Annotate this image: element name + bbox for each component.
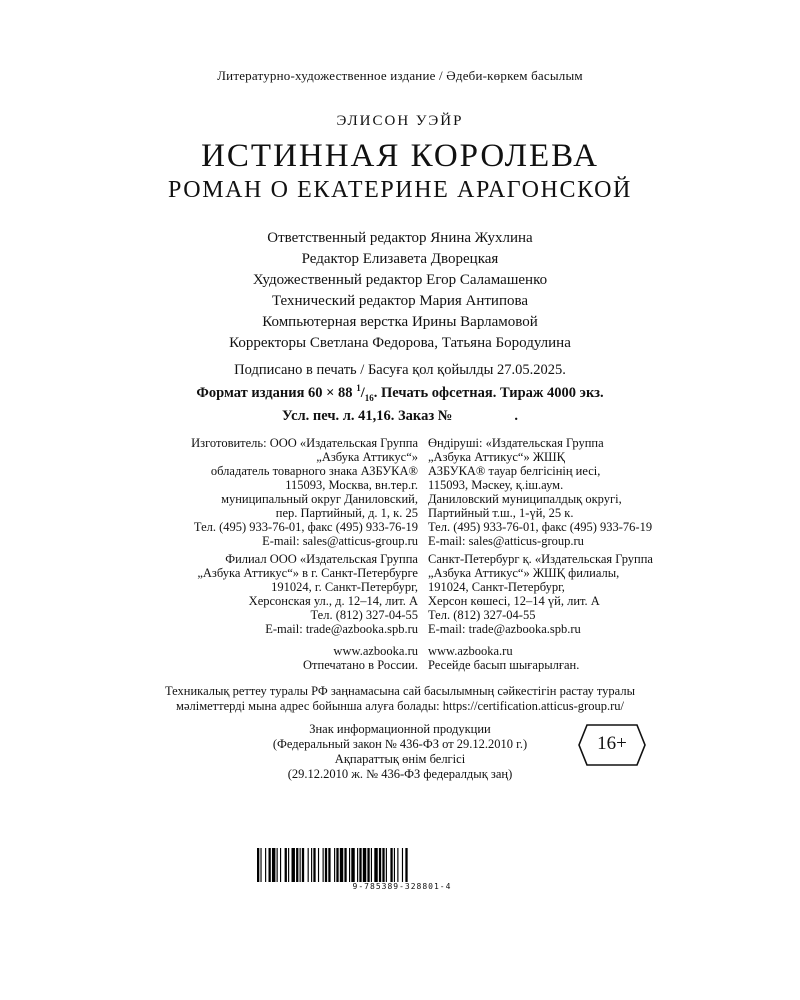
barcode-bar — [288, 848, 289, 882]
barcode-bar — [390, 848, 392, 882]
barcode-bar — [292, 848, 295, 882]
manufacturer-line: 115093, Мәскеу, қ.іш.аум. — [428, 478, 564, 492]
barcode-bar — [269, 848, 271, 882]
manufacturer-line: „Азбука Аттикус“» — [316, 450, 418, 464]
age-rating-text: 16+ — [597, 733, 627, 754]
barcode-bar — [265, 848, 266, 882]
printed-in-line: Ресейде басып шығарылған. — [428, 658, 580, 672]
order-end: . — [514, 407, 518, 424]
publication-details — [0, 361, 800, 425]
editorial-staff — [0, 228, 800, 354]
barcode-bar — [340, 848, 343, 882]
printed-in-line: Отпечатано в России. — [303, 658, 418, 672]
barcode-bar — [311, 848, 312, 882]
barcode-bar — [351, 848, 354, 882]
info-sign-line: Ақпараттық өнім белгісі — [334, 752, 466, 766]
sheets-text: Усл. печ. л. 41,16. Заказ № — [282, 407, 453, 424]
manufacturer-line: Өндіруші: «Издательская Группа — [428, 436, 604, 450]
manufacturer-line: Тел. (495) 933-76-01, факс (495) 933-76-19 — [428, 520, 653, 534]
branch-line: „Азбука Аттикус“» ЖШҚ филиалы, — [428, 566, 620, 580]
barcode-bar — [357, 848, 358, 882]
branch-line: 191024, г. Санкт-Петербург, — [271, 580, 418, 594]
barcode-bar — [302, 848, 304, 882]
website-line: www.azbooka.ru — [333, 644, 418, 658]
barcode-bar — [285, 848, 287, 882]
branch-line: 191024, Санкт-Петербург, — [428, 580, 565, 594]
manufacturer-line: Партийный т.ш., 1-үй, 25 к. — [428, 506, 574, 520]
branch-line: „Азбука Аттикус“» в г. Санкт-Петербурге — [197, 566, 418, 580]
manufacturer-line: Даниловский муниципалдық округі, — [428, 492, 622, 506]
barcode-bar — [260, 848, 261, 882]
book-title: ИСТИННАЯ КОРОЛЕВА — [201, 138, 599, 174]
branch-line: Тел. (812) 327-04-55 — [310, 608, 418, 622]
manufacturer-line: E-mail: sales@atticus-group.ru — [428, 534, 584, 548]
barcode-bar — [280, 848, 281, 882]
barcode-bar — [336, 848, 338, 882]
barcode-bar — [363, 848, 366, 882]
barcode-bar — [296, 848, 298, 882]
spacer — [428, 636, 748, 644]
sheets-order-line — [0, 407, 800, 425]
branch-line: E-mail: trade@azbooka.spb.ru — [265, 622, 418, 636]
staff-line: Компьютерная верстка Ирины Варламовой — [262, 314, 538, 330]
barcode-bar — [379, 848, 381, 882]
website-line: www.azbooka.ru — [428, 644, 513, 658]
format-line: Формат издания 60 × 88 $^1/_{16}$. Печать офсетная. Тираж 4000 экз. — [196, 383, 604, 403]
staff-line: Корректоры Светлана Федорова, Татьяна Бородулина — [229, 335, 571, 351]
barcode-bar — [405, 848, 407, 882]
branch-line: E-mail: trade@azbooka.spb.ru — [428, 622, 581, 636]
certification-note — [0, 684, 800, 714]
barcode-bar — [300, 848, 301, 882]
age-rating-badge — [577, 723, 647, 767]
staff-line: Редактор Елизавета Дворецкая — [301, 251, 499, 267]
barcode-bar — [325, 848, 327, 882]
staff-line: Ответственный редактор Янина Жухлина — [267, 230, 533, 246]
barcode-bar — [313, 848, 315, 882]
barcode-bar — [257, 848, 259, 882]
manufacturer-line: Тел. (495) 933-76-01, факс (495) 933-76-19 — [193, 520, 418, 534]
format-numerator: 1 — [356, 383, 361, 393]
barcode-bar — [344, 848, 346, 882]
barcode-bar — [308, 848, 309, 882]
barcode-icon — [257, 848, 547, 882]
barcode-bar — [394, 848, 395, 882]
manufacturer-line: Изготовитель: ООО «Издательская Группа — [191, 436, 418, 450]
barcode-bar — [334, 848, 335, 882]
barcode-bar — [371, 848, 372, 882]
manufacturer-kazakh-column — [428, 436, 748, 672]
format-suffix: . Печать офсетная. Тираж 4000 экз. — [373, 384, 604, 401]
branch-line: Санкт-Петербург қ. «Издательская Группа — [428, 552, 653, 566]
barcode-bar — [367, 848, 369, 882]
manufacturer-line: пер. Партийный, д. 1, к. 25 — [275, 506, 418, 520]
manufacturer-russian-column — [100, 436, 418, 672]
certification-line: мәліметтерді мына адрес бойынша алуға болады: https://certification.atticus-group.ru/ — [176, 699, 624, 713]
barcode-bar — [318, 848, 319, 882]
info-sign-line: (29.12.2010 ж. № 436-ФЗ федералдық заң) — [287, 767, 513, 781]
barcode-bar — [272, 848, 275, 882]
book-subtitle: РОМАН О ЕКАТЕРИНЕ АРАГОНСКОЙ — [168, 177, 632, 203]
info-sign-line: Знак информационной продукции — [309, 722, 491, 736]
author-name: ЭЛИСОН УЭЙР — [336, 113, 464, 129]
edition-type-line: Литературно-художественное издание / Әдеби-көркем басылым — [217, 68, 583, 83]
staff-line: Технический редактор Мария Антипова — [271, 293, 529, 309]
barcode-bar — [349, 848, 350, 882]
staff-line: Художественный редактор Егор Саламашенко — [252, 272, 548, 288]
branch-line: Херсон көшесі, 12–14 үй, лит. А — [428, 594, 600, 608]
barcode-bar — [359, 848, 361, 882]
info-sign-line: (Федеральный закон № 436-ФЗ от 29.12.2010 г.) — [272, 737, 528, 751]
barcode-bar — [382, 848, 384, 882]
manufacturer-line: обладатель товарного знака АЗБУКА® — [210, 464, 418, 478]
barcode-bar — [402, 848, 403, 882]
branch-line: Филиал ООО «Издательская Группа — [225, 552, 418, 566]
manufacturer-line: „Азбука Аттикус“» ЖШҚ — [428, 450, 565, 464]
manufacturer-line: E-mail: sales@atticus-group.ru — [262, 534, 418, 548]
signed-to-print: Подписано в печать / Басуға қол қойылды 27.05.2025. — [234, 362, 566, 378]
manufacturer-line: 115093, Москва, вн.тер.г. — [285, 478, 418, 492]
format-prefix: Формат издания 60 × 88 — [196, 384, 357, 401]
barcode-bar — [397, 848, 398, 882]
barcode-bar — [374, 848, 377, 882]
branch-line: Херсонская ул., д. 12–14, лит. А — [248, 594, 418, 608]
barcode-bar — [328, 848, 330, 882]
barcode-bar — [386, 848, 387, 882]
spacer — [100, 636, 418, 644]
barcode-bar — [323, 848, 324, 882]
format-denominator: 16 — [364, 392, 374, 403]
manufacturer-line: АЗБУКА® тауар белгісінің иесі, — [428, 464, 601, 478]
certification-line: Техникалық реттеу туралы РФ заңнамасына сай басылымның сәйкестігін растау туралы — [165, 684, 635, 698]
isbn-code: 9-785389-328801-4 — [352, 882, 452, 891]
information-product-sign — [230, 722, 570, 782]
branch-line: Тел. (812) 327-04-55 — [428, 608, 536, 622]
barcode-bar — [277, 848, 278, 882]
manufacturer-line: муниципальный округ Даниловский, — [221, 492, 418, 506]
